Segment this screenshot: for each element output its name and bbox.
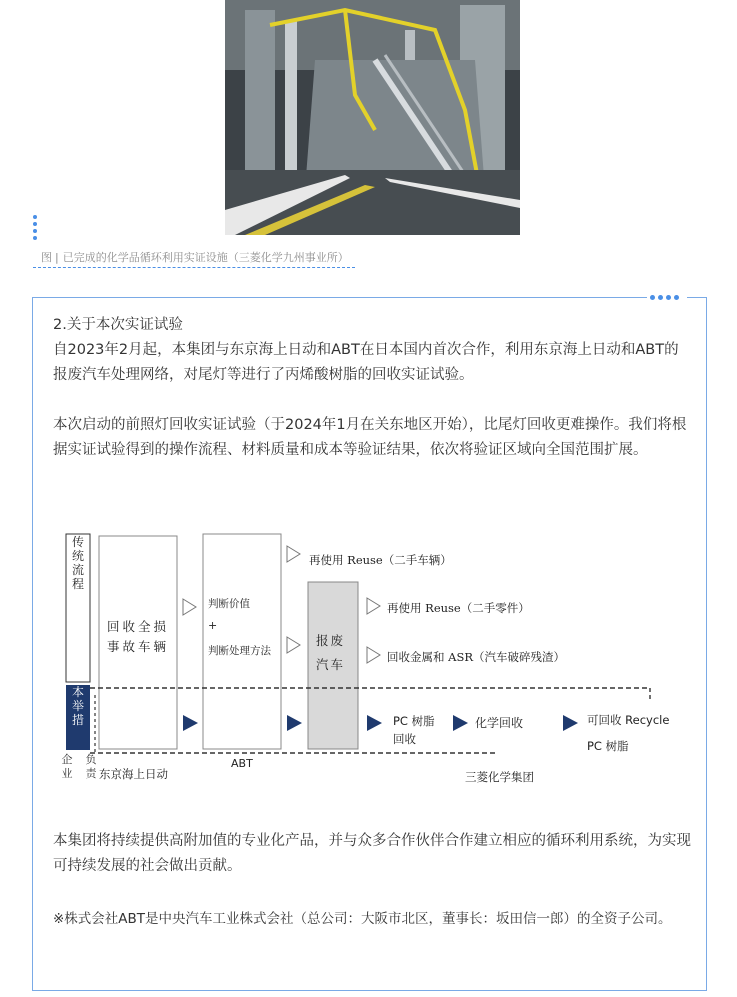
responsible-label: 负责 [85, 753, 97, 780]
process-diagram [55, 525, 685, 795]
company-mitsubishi-chemical: 三菱化学集团 [465, 770, 534, 784]
recyclable-pc-line2: PC 树脂 [587, 739, 629, 753]
company-label: 企业 [61, 753, 73, 780]
traditional-process-label: 传统流程 [71, 535, 84, 591]
photo-caption: 图 | 已完成的化学品循环利用实证设施（三菱化学九州事业所） [33, 249, 355, 268]
initiative-label: 本举措 [71, 685, 84, 727]
caption-tag: 图 [41, 251, 52, 264]
company-tokio-marine: 东京海上日动 [99, 767, 168, 781]
paragraph-1: 自2023年2月起，本集团与东京海上日动和ABT在日本国内首次合作，利用东京海上日动和ABT的报废汽车处理网络，对尾灯等进行了丙烯酸树脂的回收实证试验。 [53, 342, 679, 383]
paragraph-2: 本次启动的前照灯回收实证试验（于2024年1月在关东地区开始），比尾灯回收更难操作。我们将根据实证试验得到的操作流程、材料质量和成本等验证结果，依次将验证区域向全国范围扩展。 [53, 417, 687, 458]
box2-line1: 判断价值 [208, 598, 250, 610]
reuse-vehicle-label: 再使用 Reuse（二手车辆） [309, 553, 452, 567]
pc-resin-recovery-line2: 回收 [393, 732, 416, 746]
section-heading: 2.关于本次实证试验 [53, 317, 183, 333]
recover-metal-label: 回收金属和 ASR（汽车破碎残渣） [387, 650, 565, 664]
box2-line2: 判断处理方法 [208, 645, 271, 657]
pc-resin-recovery-line1: PC 树脂 [393, 714, 435, 728]
decorative-dots [33, 215, 37, 239]
facility-photo [225, 0, 520, 235]
recyclable-pc-line1: 可回收 Recycle [587, 713, 670, 727]
reuse-parts-label: 再使用 Reuse（二手零件） [387, 601, 530, 615]
box1-label: 回收全损事故车辆 [107, 619, 170, 654]
company-abt: ABT [231, 757, 253, 770]
caption-text: 已完成的化学品循环利用实证设施（三菱化学九州事业所） [62, 251, 349, 264]
box-corner-dots [647, 295, 687, 301]
box3-label: 报废汽车 [316, 633, 346, 672]
chemical-recovery-label: 化学回收 [475, 716, 524, 730]
footnote: ※株式会社ABT是中央汽车工业株式会社（总公司：大阪市北区，董事长：坂田信一郎）的全资子公司。 [53, 911, 672, 927]
paragraph-3: 本集团将持续提供高附加值的专业化产品，并与众多合作伙伴合作建立相应的循环利用系统，为实现可持续发展的社会做出贡献。 [53, 833, 691, 874]
box2-plus: + [208, 619, 218, 632]
